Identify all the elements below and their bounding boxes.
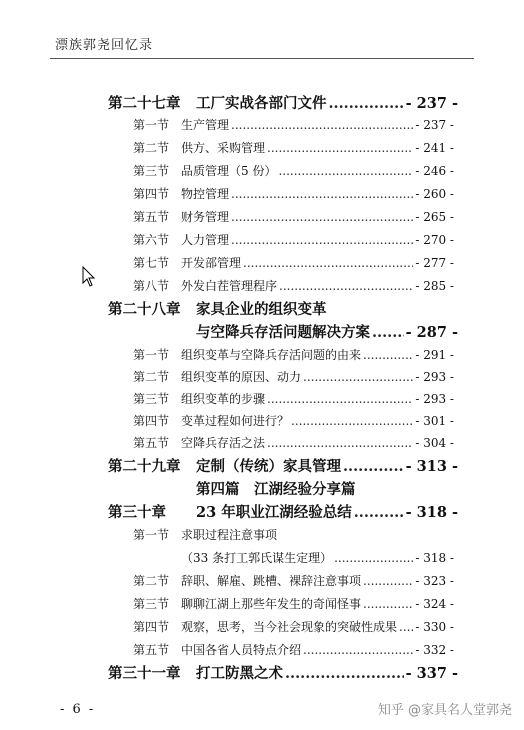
section-title: 外发白茬管理程序 bbox=[181, 279, 278, 293]
section-number: 第三节 bbox=[133, 597, 170, 611]
leader-dots bbox=[278, 164, 413, 178]
leader-dots bbox=[231, 233, 413, 247]
section-number: 第四节 bbox=[133, 187, 170, 201]
section-number: 第二节 bbox=[133, 141, 170, 155]
leader-dots bbox=[243, 256, 413, 270]
leader-dots bbox=[303, 643, 413, 657]
section-number: 第六节 bbox=[133, 233, 170, 247]
toc-section[interactable] bbox=[0, 208, 524, 225]
leader-dots bbox=[267, 392, 413, 406]
section-title: 空降兵存活之法 bbox=[181, 436, 266, 450]
page-ref: - 332 - bbox=[415, 643, 454, 657]
section-number: 第一节 bbox=[133, 118, 170, 132]
toc-section[interactable] bbox=[0, 116, 524, 133]
toc-section[interactable] bbox=[0, 139, 524, 156]
leader-dots bbox=[285, 665, 404, 682]
section-title: 组织变革与空降兵存活问题的由来 bbox=[181, 348, 362, 362]
toc-section[interactable] bbox=[0, 368, 524, 385]
page-ref: - 287 - bbox=[405, 324, 458, 341]
chapter-title: 打工防黑之术 bbox=[196, 665, 283, 682]
page-ref: - 323 - bbox=[415, 574, 454, 588]
chapter-title: 定制（传统）家具管理 bbox=[196, 458, 341, 475]
toc-section[interactable] bbox=[0, 346, 524, 363]
section-title: 变革过程如何进行？ bbox=[181, 414, 290, 428]
page-ref: - 330 - bbox=[415, 620, 454, 634]
section-number: 第三节 bbox=[133, 164, 170, 178]
section-title: 组织变革的原因、动力 bbox=[181, 370, 302, 384]
page-ref: - 337 - bbox=[405, 665, 458, 682]
page-ref: - 237 - bbox=[405, 95, 458, 112]
chapter-number: 第二十九章 bbox=[108, 458, 181, 475]
toc-section[interactable] bbox=[0, 618, 524, 635]
toc-section[interactable] bbox=[0, 434, 524, 451]
chapter-number: 第二十七章 bbox=[108, 95, 181, 112]
page-ref: - 291 - bbox=[415, 348, 454, 362]
toc-section[interactable] bbox=[0, 277, 524, 294]
page-ref: - 301 - bbox=[415, 414, 454, 428]
leader-dots bbox=[231, 210, 413, 224]
page-ref: - 304 - bbox=[415, 436, 454, 450]
section-title: 组织变革的步骤 bbox=[181, 392, 266, 406]
page-ref: - 270 - bbox=[415, 233, 454, 247]
page-ref: - 265 - bbox=[415, 210, 454, 224]
toc-chapter-29[interactable] bbox=[0, 455, 524, 476]
leader-dots bbox=[343, 458, 404, 475]
leader-dots bbox=[231, 118, 413, 132]
section-title: 聊聊江湖上那些年发生的奇闻怪事 bbox=[181, 597, 362, 611]
chapter-number: 第三十章 bbox=[108, 504, 166, 521]
section-number: 第四节 bbox=[133, 414, 170, 428]
page-ref: - 324 - bbox=[415, 597, 454, 611]
leader-dots bbox=[363, 574, 413, 588]
section-number: 第八节 bbox=[133, 279, 170, 293]
toc-chapter-30[interactable] bbox=[0, 501, 524, 522]
page-ref: - 293 - bbox=[415, 370, 454, 384]
toc-section[interactable] bbox=[0, 641, 524, 658]
leader-dots bbox=[303, 370, 413, 384]
leader-dots bbox=[231, 187, 413, 201]
section-title: 生产管理 bbox=[181, 118, 230, 132]
section-title-continued: （33 条打工郭氏谋生定理） bbox=[181, 551, 333, 565]
leader-dots bbox=[372, 324, 404, 341]
toc-chapter-28[interactable] bbox=[0, 321, 524, 342]
leader-dots bbox=[267, 141, 413, 155]
section-number: 第五节 bbox=[133, 643, 170, 657]
leader-dots bbox=[291, 414, 413, 428]
leader-dots bbox=[354, 504, 404, 521]
toc-chapter-27[interactable] bbox=[0, 92, 524, 113]
toc-chapter-31[interactable] bbox=[0, 662, 524, 683]
section-number: 第一节 bbox=[133, 348, 170, 362]
chapter-title-continued: 与空降兵存活问题解决方案 bbox=[196, 324, 370, 341]
page-ref: - 241 - bbox=[415, 141, 454, 155]
section-number: 第一节 bbox=[133, 528, 170, 542]
chapter-title: 家具企业的组织变革 bbox=[196, 301, 327, 318]
leader-dots bbox=[363, 348, 413, 362]
header-rule bbox=[50, 58, 474, 59]
page-ref: - 318 - bbox=[415, 551, 454, 565]
page-ref: - 318 - bbox=[405, 504, 458, 521]
section-title: 品质管理（5 份） bbox=[181, 164, 277, 178]
chapter-number: 第三十一章 bbox=[108, 665, 181, 682]
leader-dots bbox=[363, 597, 413, 611]
page-ref: - 285 - bbox=[415, 279, 454, 293]
toc-section[interactable] bbox=[0, 231, 524, 248]
section-number: 第七节 bbox=[133, 256, 170, 270]
page-ref: - 277 - bbox=[415, 256, 454, 270]
page-ref: - 260 - bbox=[415, 187, 454, 201]
section-title: 观察，思考，当今社会现象的突破性成果 bbox=[181, 620, 398, 634]
watermark: 知乎 @家具名人堂郭尧 bbox=[377, 703, 512, 718]
toc-section[interactable] bbox=[0, 390, 524, 407]
section-title: 中国各省人员特点介绍 bbox=[181, 643, 302, 657]
page-ref: - 293 - bbox=[415, 392, 454, 406]
section-number: 第五节 bbox=[133, 436, 170, 450]
page-ref: - 313 - bbox=[405, 458, 458, 475]
part-heading[interactable]: 第四篇 江湖经验分享篇 bbox=[196, 481, 356, 498]
leader-dots bbox=[329, 95, 404, 112]
section-title: 求职过程注意事项 bbox=[181, 528, 278, 542]
leader-dots bbox=[267, 436, 413, 450]
toc-chapter-28-heading[interactable] bbox=[0, 298, 524, 319]
section-number: 第二节 bbox=[133, 574, 170, 588]
section-title: 人力管理 bbox=[181, 233, 230, 247]
page-ref: - 246 - bbox=[415, 164, 454, 178]
toc-section-continued[interactable] bbox=[0, 549, 524, 566]
header-title: 漂族郭尧回忆录 bbox=[55, 38, 154, 53]
toc-section[interactable] bbox=[0, 526, 524, 543]
page-ref: - 237 - bbox=[415, 118, 454, 132]
section-number: 第五节 bbox=[133, 210, 170, 224]
toc-section[interactable] bbox=[0, 572, 524, 589]
section-title: 物控管理 bbox=[181, 187, 230, 201]
section-number: 第三节 bbox=[133, 392, 170, 406]
toc-section[interactable] bbox=[0, 185, 524, 202]
toc-section[interactable] bbox=[0, 162, 524, 179]
section-title: 辞职、解雇、跳槽、裸辞注意事项 bbox=[181, 574, 362, 588]
toc-section[interactable] bbox=[0, 595, 524, 612]
section-title: 财务管理 bbox=[181, 210, 230, 224]
chapter-number: 第二十八章 bbox=[108, 301, 181, 318]
leader-dots bbox=[399, 620, 413, 634]
leader-dots bbox=[334, 551, 413, 565]
section-title: 供方、采购管理 bbox=[181, 141, 266, 155]
toc-section[interactable] bbox=[0, 412, 524, 429]
section-title: 开发部管理 bbox=[181, 256, 242, 270]
chapter-title: 工厂实战各部门文件 bbox=[196, 95, 327, 112]
chapter-title: 23 年职业江湖经验总结 bbox=[196, 504, 352, 521]
toc-section[interactable] bbox=[0, 254, 524, 271]
section-number: 第二节 bbox=[133, 370, 170, 384]
leader-dots bbox=[279, 279, 413, 293]
page-number: - 6 - bbox=[60, 702, 96, 717]
section-number: 第四节 bbox=[133, 620, 170, 634]
mouse-cursor-icon bbox=[82, 266, 96, 288]
